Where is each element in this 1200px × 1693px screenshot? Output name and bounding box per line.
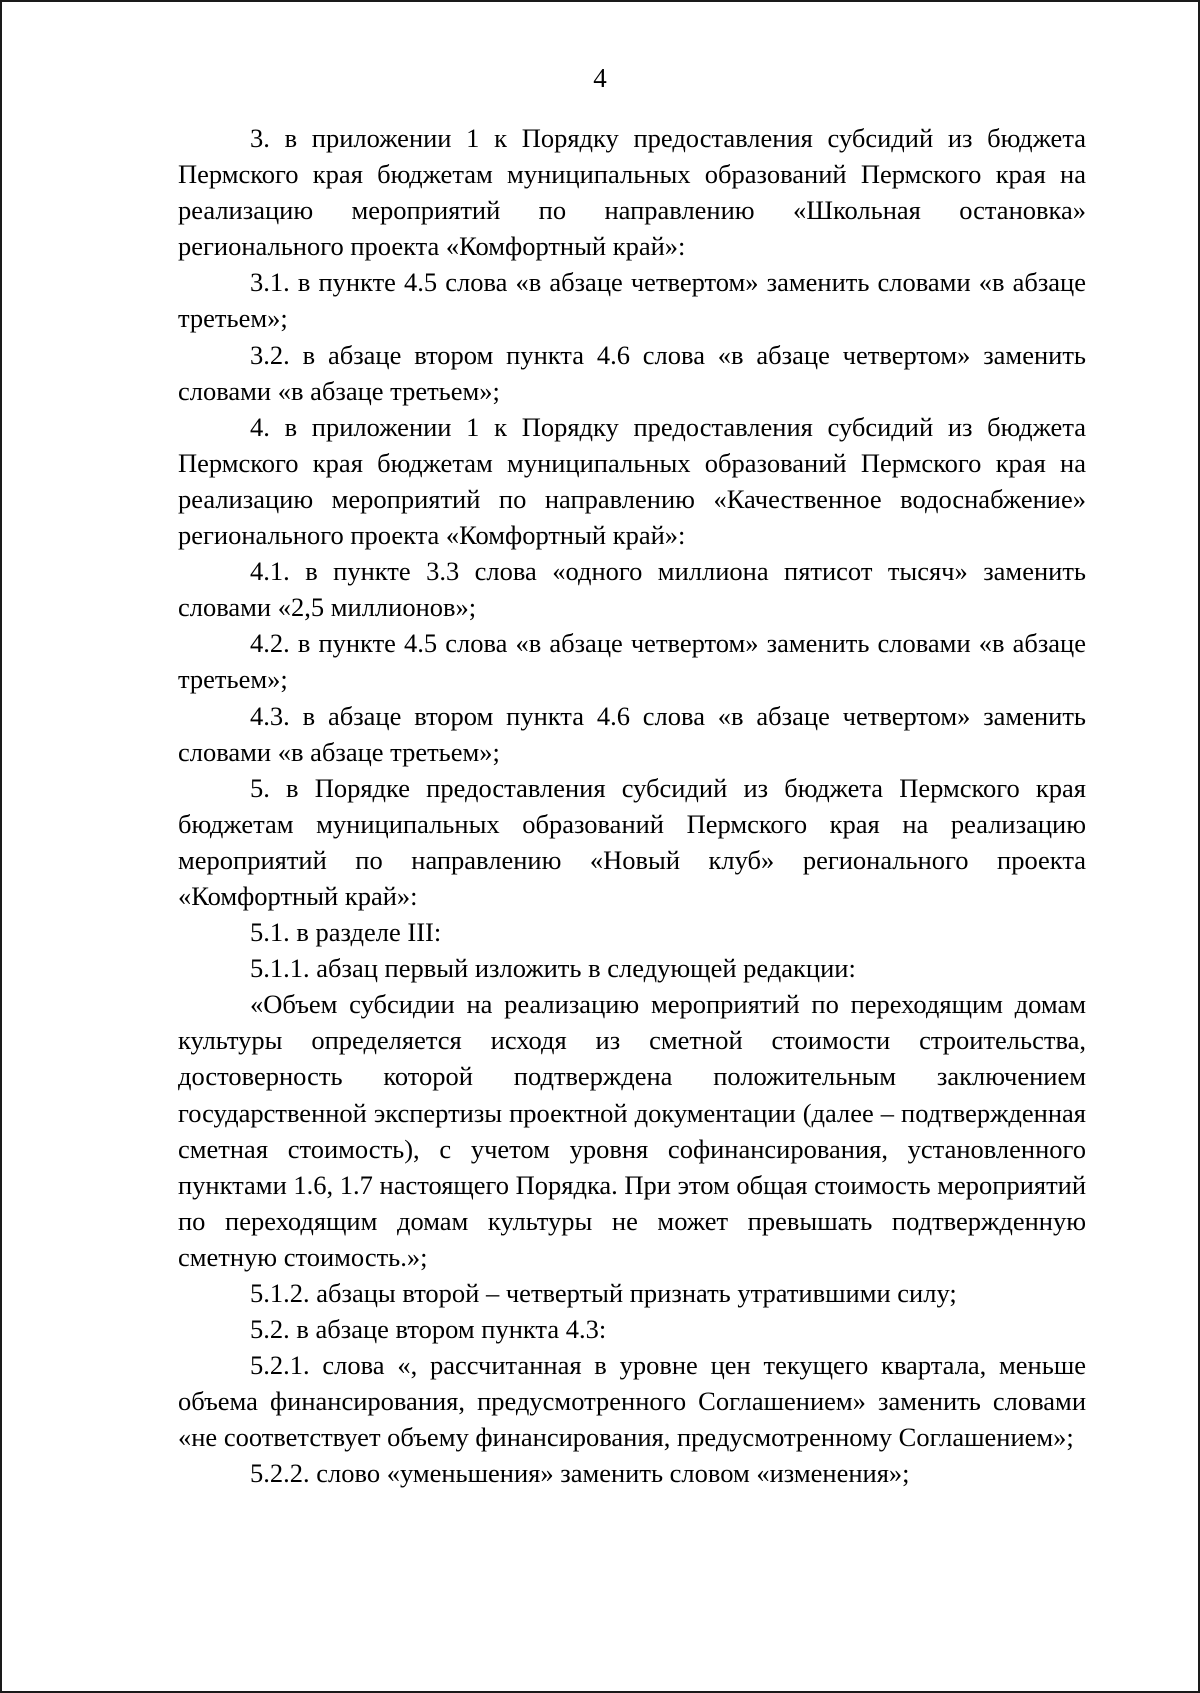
paragraph-3-1: 3.1. в пункте 4.5 слова «в абзаце четвертом» заменить словами «в абзаце третьем»; — [178, 267, 1086, 334]
paragraph-5-2-2: 5.2.2. слово «уменьшения» заменить словом «изменения»; — [250, 1458, 910, 1489]
paragraph-4-3: 4.3. в абзаце втором пункта 4.6 слова «в абзаце четвертом» заменить словами «в абзаце третьем»; — [178, 700, 1086, 767]
paragraph-5-1-1: 5.1.1. абзац первый изложить в следующей редакции: — [250, 953, 856, 984]
document-body — [178, 120, 1086, 1492]
paragraph-5-2-1: 5.2.1. слова «, рассчитанная в уровне цен текущего квартала, меньше объема финансирования, предусмотренного Соглашением» заменить словами «не соответствует объему финансирования, предусмотренному Соглашением»; — [178, 1350, 1086, 1453]
page-number: 4 — [593, 63, 607, 93]
paragraph-5-1-2: 5.1.2. абзацы второй – четвертый признать утратившими силу; — [250, 1278, 957, 1308]
paragraph-4-1: 4.1. в пункте 3.3 слова «одного миллиона пятисот тысяч» заменить словами «2,5 миллионов»; — [178, 556, 1086, 623]
paragraph-3: 3. в приложении 1 к Порядку предоставления субсидий из бюджета Пермского края бюджетам муниципальных образований Пермского края на реализацию мероприятий по направлению «Школьная остановка» регионального проекта «Комфортный край»: — [178, 123, 1086, 262]
paragraph-4: 4. в приложении 1 к Порядку предоставления субсидий из бюджета Пермского края бюджетам муниципальных образований Пермского края на реализацию мероприятий по направлению «Качественное водоснабжение» регионального проекта «Комфортный край»: — [178, 411, 1086, 551]
paragraph-5-2: 5.2. в абзаце втором пункта 4.3: — [250, 1314, 607, 1345]
paragraph-5-1: 5.1. в разделе III: — [250, 917, 442, 948]
paragraph-4-2: 4.2. в пункте 4.5 слова «в абзаце четвертом» заменить словами «в абзаце третьем»; — [178, 628, 1086, 695]
paragraph-5: 5. в Порядке предоставления субсидий из бюджета Пермского края бюджетам муниципальных образований Пермского края на реализацию мероприятий по направлению «Новый клуб» регионального проекта «Комфортный край»: — [178, 772, 1086, 911]
quoted-new-text: «Объем субсидии на реализацию мероприятий по переходящим домам культуры определяется исходя из сметной стоимости строительства, достоверность которой подтверждена положительным заключением государственной экспертизы проектной документации (далее – подтвержденная сметная стоимость), с учетом уровня софинансирования, установленного пунктами 1.6, 1.7 настоящего Порядка. При этом общая стоимость мероприятий по переходящим домам культуры не может превышать подтвержденную сметную стоимость.»; — [178, 989, 1087, 1272]
paragraph-3-2: 3.2. в абзаце втором пункта 4.6 слова «в абзаце четвертом» заменить словами «в абзаце третьем»; — [178, 339, 1086, 406]
